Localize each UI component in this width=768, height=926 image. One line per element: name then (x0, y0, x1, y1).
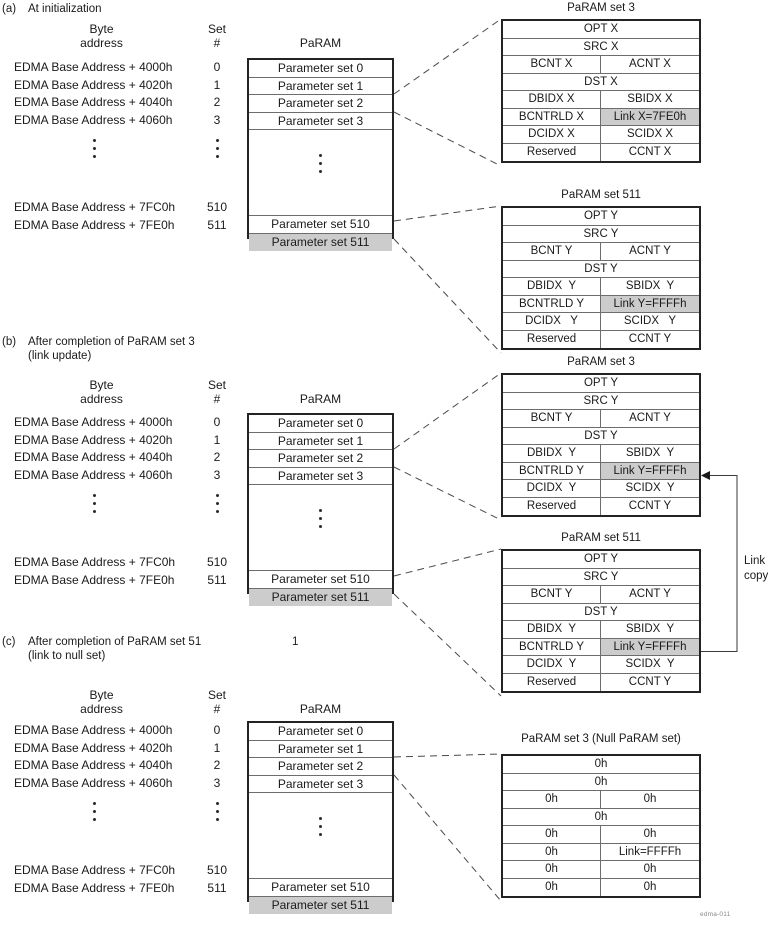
detail-cell: BCNTRLD Y (503, 463, 601, 480)
detail-cell: CCNT Y (628, 332, 672, 345)
detail-row (503, 39, 699, 57)
detail-cell: 0h (503, 861, 601, 878)
param-row: Parameter set 1 (249, 78, 392, 96)
detail-row (503, 621, 699, 639)
param-row: Parameter set 0 (249, 723, 392, 741)
detail-cell: OPT X (583, 23, 619, 35)
set-ellipsis (212, 494, 222, 513)
detail-table-b-set3 (501, 373, 701, 517)
byte-address-header2-1: address (80, 392, 123, 406)
set-ellipsis (212, 802, 222, 821)
set-number: 1 (213, 740, 221, 755)
param-row: Parameter set 3 (249, 776, 392, 794)
detail-table-b-set511 (501, 549, 701, 693)
param-row: Parameter set 0 (249, 60, 392, 78)
detail-cell: SRC X (583, 40, 619, 53)
section-title-0: At initialization (28, 3, 102, 15)
detail-row (503, 296, 699, 314)
section-tag-2: (c) (2, 636, 16, 648)
detail-cell: SBIDX Y (625, 447, 675, 459)
detail-row (503, 809, 699, 827)
address-label: EDMA Base Address + 7FE0h (14, 217, 175, 232)
param-ellipsis (316, 817, 326, 836)
detail-row (503, 826, 699, 844)
detail-row (503, 551, 699, 569)
detail-row (503, 586, 699, 604)
detail-cell: ACNT Y (629, 245, 671, 257)
detail-cell: SBIDX X (627, 93, 673, 105)
set-header-1: Set (207, 378, 226, 392)
detail-row (503, 674, 699, 692)
detail-table-title: PaRAM set 511 (561, 532, 641, 544)
detail-row (503, 604, 699, 622)
detail-cell: SCIDX Y (623, 315, 677, 327)
address-label: EDMA Base Address + 4040h (14, 758, 173, 772)
param-column-header-2: PaRAM (299, 702, 342, 716)
detail-cell: DBIDX Y (503, 445, 601, 462)
param-row: Parameter set 3 (249, 468, 392, 486)
address-label: EDMA Base Address + 4020h (14, 432, 173, 447)
detail-row (503, 226, 699, 244)
set-number: 511 (207, 572, 227, 587)
param-row: Parameter set 2 (249, 450, 392, 468)
address-ellipsis (89, 139, 99, 158)
param-row: Parameter set 1 (249, 741, 392, 759)
detail-row (503, 74, 699, 92)
detail-row (503, 208, 699, 226)
detail-cell: CCNT X (628, 145, 672, 158)
detail-cell: Reserved (503, 331, 601, 349)
byte-address-header2-0: address (80, 36, 123, 50)
detail-cell: 0h (594, 775, 608, 788)
address-label: EDMA Base Address + 7FE0h (14, 880, 175, 895)
detail-cell: SBIDX Y (625, 623, 675, 635)
detail-cell: Reserved (503, 498, 601, 516)
address-label: EDMA Base Address + 7FC0h (14, 200, 176, 214)
detail-cell: OPT Y (583, 377, 619, 389)
param-memory-column (247, 721, 394, 912)
detail-cell: BCNTRLD Y (503, 639, 601, 656)
detail-row (503, 791, 699, 809)
detail-row (503, 861, 699, 879)
detail-cell: Link Y=FFFFh (601, 639, 699, 656)
detail-cell: 0h (503, 826, 601, 843)
detail-table-c-null (501, 754, 701, 898)
param-row: Parameter set 511 (249, 589, 392, 607)
detail-table-title: PaRAM set 3 (567, 356, 635, 368)
set-number: 2 (213, 95, 221, 109)
detail-cell: SRC Y (583, 227, 619, 240)
param-row: Parameter set 510 (249, 879, 392, 897)
param-row: Parameter set 0 (249, 415, 392, 433)
detail-row (503, 313, 699, 331)
param-blank-region (249, 130, 392, 216)
param-row: Parameter set 2 (249, 758, 392, 776)
detail-cell: SBIDX Y (625, 280, 675, 292)
section-subtitle-2: (link to null set) (28, 650, 106, 662)
set-number: 3 (213, 112, 221, 127)
detail-cell: CCNT Y (628, 499, 672, 512)
detail-cell: DST Y (584, 262, 618, 275)
set-number: 0 (213, 723, 221, 737)
detail-cell: DCIDX X (503, 126, 601, 143)
detail-cell: DBIDX X (503, 91, 601, 108)
detail-cell: SRC Y (583, 570, 619, 583)
detail-row (503, 879, 699, 897)
detail-cell: BCNT Y (503, 410, 601, 427)
set-number: 3 (213, 467, 221, 482)
detail-cell: DST X (584, 75, 618, 88)
detail-cell: SCIDX X (626, 128, 673, 140)
detail-table-title: PaRAM set 3 (Null PaRAM set) (521, 733, 681, 745)
byte-address-header-0: Byte (89, 22, 114, 36)
byte-address-header-1: Byte (89, 378, 114, 392)
detail-cell: 0h (503, 879, 601, 897)
address-label: EDMA Base Address + 4040h (14, 95, 173, 109)
detail-row (503, 569, 699, 587)
set-number: 510 (206, 555, 228, 569)
set-header2-1: # (213, 392, 221, 406)
param-row: Parameter set 511 (249, 897, 392, 915)
detail-cell: OPT Y (583, 210, 619, 222)
address-label: EDMA Base Address + 4000h (14, 60, 173, 74)
detail-row (503, 331, 699, 349)
param-blank-region (249, 793, 392, 879)
detail-cell: DCIDX Y (503, 480, 601, 497)
detail-cell: BCNT X (503, 56, 601, 73)
detail-row (503, 375, 699, 393)
section-title-1: After completion of PaRAM set 3 (28, 336, 195, 348)
detail-row (503, 91, 699, 109)
address-label: EDMA Base Address + 7FC0h (14, 555, 176, 569)
detail-row (503, 756, 699, 774)
set-ellipsis (212, 139, 222, 158)
param-row: Parameter set 511 (249, 234, 392, 252)
detail-row (503, 278, 699, 296)
detail-row (503, 261, 699, 279)
address-label: EDMA Base Address + 4060h (14, 775, 173, 790)
address-label: EDMA Base Address + 4060h (14, 112, 173, 127)
set-number: 1 (213, 77, 221, 92)
detail-cell: Reserved (503, 674, 601, 692)
detail-cell: CCNT Y (628, 675, 672, 688)
detail-cell: 0h (503, 844, 601, 861)
detail-table-title: PaRAM set 3 (567, 2, 635, 14)
address-label: EDMA Base Address + 4020h (14, 740, 173, 755)
detail-cell: DCIDX Y (503, 313, 601, 330)
address-ellipsis (89, 494, 99, 513)
detail-table-a-set3 (501, 19, 701, 163)
detail-row (503, 144, 699, 162)
detail-cell: DST Y (584, 605, 618, 618)
detail-row (503, 109, 699, 127)
address-label: EDMA Base Address + 4000h (14, 723, 173, 737)
detail-row (503, 774, 699, 792)
detail-row (503, 428, 699, 446)
link-copy-label-line1: Link (744, 555, 766, 567)
param-ellipsis (316, 509, 326, 528)
set-number: 0 (213, 60, 221, 74)
param-column-header-0: PaRAM (299, 36, 342, 50)
set-number: 3 (213, 775, 221, 790)
detail-row (503, 243, 699, 261)
detail-cell: Link X=7FE0h (601, 109, 699, 126)
detail-cell: OPT Y (583, 553, 619, 565)
address-label: EDMA Base Address + 7FC0h (14, 863, 176, 877)
detail-cell: SRC Y (583, 394, 619, 407)
detail-cell: 0h (643, 828, 657, 840)
detail-row (503, 21, 699, 39)
link-copy-label-line2: copy (744, 570, 768, 582)
address-label: EDMA Base Address + 4040h (14, 450, 173, 464)
param-column-header-1: PaRAM (299, 392, 342, 406)
param-blank-region (249, 485, 392, 571)
detail-row (503, 844, 699, 862)
param-memory-column (247, 58, 394, 249)
detail-table-title: PaRAM set 511 (561, 189, 641, 201)
figure-tag: edma-011 (700, 911, 731, 918)
detail-row (503, 393, 699, 411)
set-number: 2 (213, 758, 221, 772)
detail-row (503, 480, 699, 498)
detail-table-a-set511 (501, 206, 701, 350)
detail-cell: Link=FFFFh (618, 845, 682, 858)
detail-row (503, 56, 699, 74)
byte-address-header-2: Byte (89, 688, 114, 702)
param-row: Parameter set 1 (249, 433, 392, 451)
section-title-2: After completion of PaRAM set 51 (28, 636, 202, 648)
set-number: 2 (213, 450, 221, 464)
detail-row (503, 445, 699, 463)
detail-cell: ACNT X (629, 58, 671, 70)
detail-row (503, 126, 699, 144)
detail-cell: ACNT Y (629, 412, 671, 424)
detail-cell: ACNT Y (629, 588, 671, 600)
detail-cell: BCNT Y (503, 243, 601, 260)
param-row: Parameter set 510 (249, 216, 392, 234)
detail-cell: 0h (643, 863, 657, 875)
set-number: 510 (206, 200, 228, 214)
detail-cell: DCIDX Y (503, 656, 601, 673)
section-tag-1: (b) (2, 336, 17, 348)
address-label: EDMA Base Address + 4000h (14, 415, 173, 429)
detail-cell: DBIDX Y (503, 621, 601, 638)
set-number: 0 (213, 415, 221, 429)
detail-cell: 0h (594, 758, 608, 770)
detail-cell: SCIDX Y (625, 482, 675, 494)
detail-cell: 0h (594, 810, 608, 823)
detail-cell: BCNTRLD Y (503, 296, 601, 313)
address-label: EDMA Base Address + 4060h (14, 467, 173, 482)
detail-cell: SCIDX Y (625, 658, 675, 670)
detail-cell: DBIDX Y (503, 278, 601, 295)
set-number: 511 (207, 880, 227, 895)
address-ellipsis (89, 802, 99, 821)
detail-row (503, 463, 699, 481)
param-row: Parameter set 510 (249, 571, 392, 589)
detail-cell: 0h (643, 793, 657, 805)
set-header-0: Set (207, 22, 226, 36)
detail-cell: DST Y (584, 429, 618, 442)
section-tag-0: (a) (2, 3, 17, 15)
detail-cell: 0h (503, 791, 601, 808)
set-number: 511 (207, 217, 227, 232)
set-number: 510 (206, 863, 228, 877)
set-header2-0: # (213, 36, 221, 50)
detail-cell: BCNT Y (503, 586, 601, 603)
detail-cell: Reserved (503, 144, 601, 162)
detail-cell: BCNTRLD X (503, 109, 601, 126)
detail-cell: Link Y=FFFFh (601, 463, 699, 480)
address-label: EDMA Base Address + 7FE0h (14, 572, 175, 587)
param-ellipsis (316, 154, 326, 173)
byte-address-header2-2: address (80, 702, 123, 716)
detail-cell: 0h (643, 880, 657, 893)
detail-cell: Link Y=FFFFh (601, 296, 699, 313)
set-header2-2: # (213, 702, 221, 716)
detail-row (503, 498, 699, 516)
param-memory-column (247, 413, 394, 604)
section-subtitle-1: (link update) (28, 350, 92, 362)
param-row: Parameter set 2 (249, 95, 392, 113)
section-stray-digit-2: 1 (292, 636, 299, 648)
detail-row (503, 410, 699, 428)
set-number: 1 (213, 432, 221, 447)
param-row: Parameter set 3 (249, 113, 392, 131)
detail-row (503, 656, 699, 674)
set-header-2: Set (207, 688, 226, 702)
detail-row (503, 639, 699, 657)
address-label: EDMA Base Address + 4020h (14, 77, 173, 92)
